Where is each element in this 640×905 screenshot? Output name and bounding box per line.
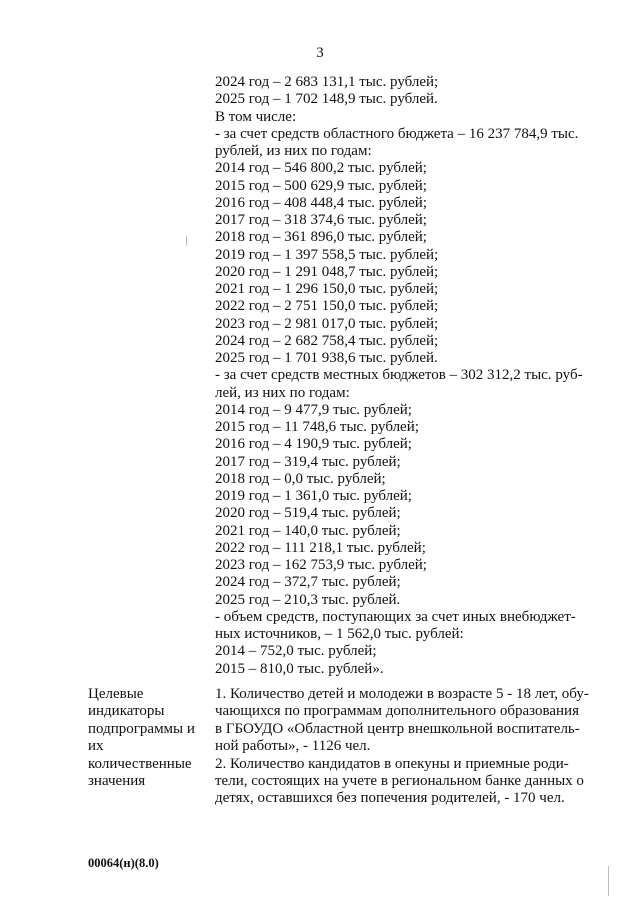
funding-line: рублей, из них по годам: [215,143,372,159]
funding-line: 2024 год – 372,7 тыс. рублей; [215,574,401,591]
funding-line: 2019 год – 1 361,0 тыс. рублей; [215,488,412,504]
funding-line: 2015 – 810,0 тыс. рублей». [215,660,384,677]
indicators-label-line: подпрограммы и [88,720,195,737]
indicators-label-line: Целевые [88,686,144,702]
funding-line: 2025 год – 210,3 тыс. рублей. [215,591,401,608]
indicators-label-line: количественные [88,755,192,772]
funding-line: 2022 год – 111 218,1 тыс. рублей; [215,539,426,556]
indicators-label-line: их [88,738,104,755]
funding-line: 2016 год – 4 190,9 тыс. рублей; [215,436,412,453]
funding-line: 2024 год – 2 683 131,1 тыс. рублей; [215,74,439,90]
funding-line: 2019 год – 1 397 558,5 тыс. рублей; [215,246,439,263]
indicators-label-line: индикаторы [88,703,165,720]
document-code: 00064(н)(8.0) [88,856,159,870]
funding-line: 2014 год – 9 477,9 тыс. рублей; [215,401,412,418]
funding-line: 2022 год – 2 751 150,0 тыс. рублей; [215,298,439,315]
funding-line: - за счет средств местных бюджетов – 302 312,2 тыс. руб- [215,367,583,384]
indicator-line: в ГБОУДО «Областной центр внешкольной воспитатель- [215,720,580,737]
funding-line: 2015 год – 500 629,9 тыс. рублей; [215,177,427,194]
indicators-label [88,686,206,790]
funding-line: 2017 год – 318 374,6 тыс. рублей; [215,212,427,228]
indicators-text [215,686,595,808]
funding-line: ных источников, – 1 562,0 тыс. рублей: [215,626,464,642]
funding-line: 2023 год – 2 981 017,0 тыс. рублей; [215,315,439,332]
funding-line: 2014 год – 546 800,2 тыс. рублей; [215,160,427,177]
indicator-line: 1. Количество детей и молодежи в возрасте 5 - 18 лет, обу- [215,686,589,702]
page-number: 3 [316,45,324,61]
scan-artifact-left [186,236,187,246]
funding-line: 2015 год – 11 748,6 тыс. рублей; [215,419,419,435]
funding-line: 2021 год – 1 296 150,0 тыс. рублей; [215,281,439,297]
funding-line: 2018 год – 0,0 тыс. рублей; [215,470,386,487]
funding-line: 2017 год – 319,4 тыс. рублей; [215,453,401,470]
funding-line: 2020 год – 519,4 тыс. рублей; [215,505,401,522]
indicators-label-line: значения [88,773,146,790]
funding-line: - объем средств, поступающих за счет иных внебюджет- [215,608,576,625]
funding-line: 2021 год – 140,0 тыс. рублей; [215,522,401,539]
indicator-line: 2. Количество кандидатов в опекуны и приемные роди- [215,755,569,772]
indicator-line: ной работы», - 1126 чел. [215,738,371,755]
funding-line: 2014 – 752,0 тыс. рублей; [215,643,377,660]
funding-line: 2025 год – 1 702 148,9 тыс. рублей. [215,91,438,108]
funding-line: В том числе: [215,108,297,125]
funding-line: лей, из них по годам: [215,384,350,401]
funding-line: 2025 год – 1 701 938,6 тыс. рублей. [215,350,438,366]
funding-line: 2023 год – 162 753,9 тыс. рублей; [215,557,427,573]
funding-line: 2016 год – 408 448,4 тыс. рублей; [215,194,427,211]
funding-line: - за счет средств областного бюджета – 16 237 784,9 тыс. [215,125,579,142]
funding-line: 2018 год – 361 896,0 тыс. рублей; [215,229,427,246]
scan-artifact-right [608,866,609,896]
indicator-line: детях, оставшихся без попечения родителей, - 170 чел. [215,790,565,807]
indicator-line: тели, состоящих на учете в региональном банке данных о [215,773,584,790]
funding-line: 2020 год – 1 291 048,7 тыс. рублей; [215,263,439,280]
funding-text [215,74,590,678]
indicator-line: чающихся по программам дополнительного образования [215,703,579,720]
funding-line: 2024 год – 2 682 758,4 тыс. рублей; [215,332,439,349]
